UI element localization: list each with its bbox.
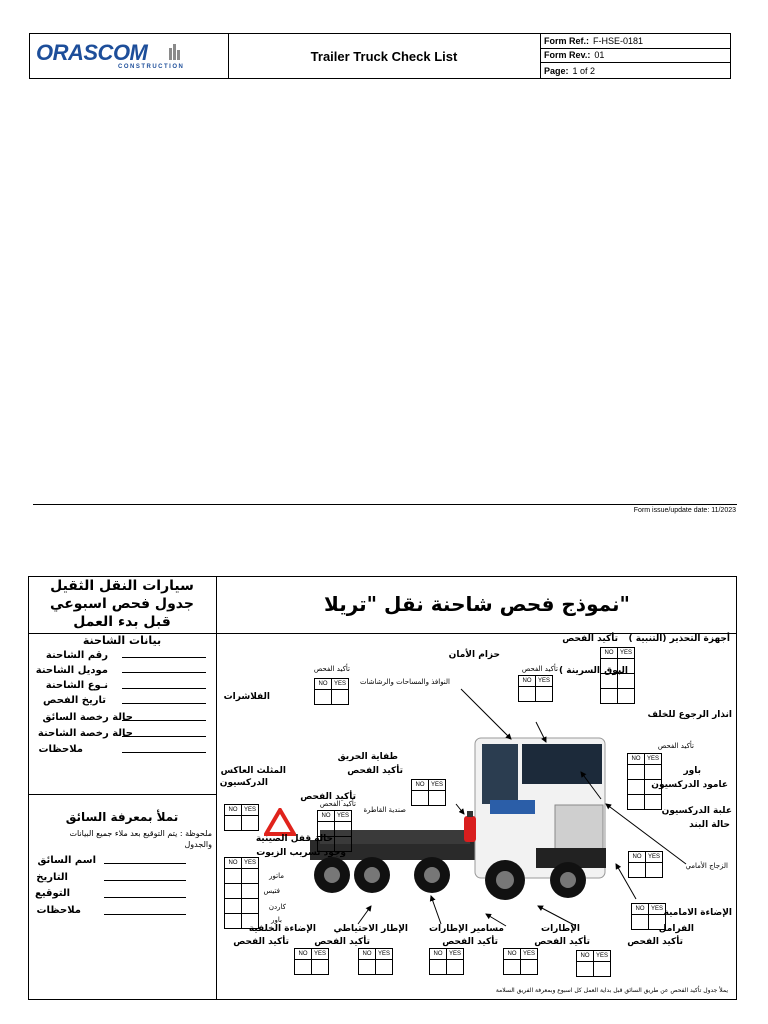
checkbox-table xyxy=(224,804,259,831)
no-cell[interactable] xyxy=(225,899,242,914)
label-rear-lights: الإضاءة الخلفية xyxy=(248,924,316,934)
no-cell[interactable] xyxy=(412,791,429,806)
yes-cell[interactable] xyxy=(242,869,259,884)
driver-field: التاريخ xyxy=(36,872,68,883)
form-ref-value: F-HSE-0181 xyxy=(593,35,644,46)
no-cell[interactable] xyxy=(601,674,618,689)
yes-header: YES xyxy=(242,805,259,816)
label-tire-bolts: مسامير الإطارات xyxy=(428,924,504,934)
no-header: NO xyxy=(430,949,447,960)
label-check-confirm: تأكيد الفحص xyxy=(627,937,683,947)
label-front-lights: الإضاءة الامامية xyxy=(663,908,732,918)
label-trailer-tray: صندية القاطرة xyxy=(363,806,406,814)
footer-divider xyxy=(33,504,737,505)
no-header: NO xyxy=(295,949,312,960)
yes-header: YES xyxy=(645,754,662,765)
checkbox-table xyxy=(294,948,329,975)
label-check-small: تأكيد الفحص xyxy=(657,742,694,750)
yes-header: YES xyxy=(447,949,464,960)
no-header: NO xyxy=(504,949,521,960)
label-check-small: تأكيد الفحص xyxy=(521,665,558,673)
footer-issue-date: Form issue/update date: 11/2023 xyxy=(633,507,736,514)
checkbox-table xyxy=(411,779,446,806)
no-header: NO xyxy=(318,811,335,822)
no-cell[interactable] xyxy=(225,884,242,899)
label-flashers: الفلاشرات xyxy=(223,692,270,702)
form-title: Trailer Truck Check List xyxy=(228,34,541,78)
label-check-confirm: تأكيد الفحص xyxy=(562,634,618,644)
company-logo-sub: CONSTRUCTION xyxy=(118,64,185,70)
checkbox-table xyxy=(627,753,662,810)
yes-cell[interactable] xyxy=(649,915,666,930)
no-cell[interactable] xyxy=(628,795,645,810)
label-warning-devices: أجهزة التحذير (التنبية ) xyxy=(628,634,730,644)
label-horn: البوق xyxy=(604,666,628,676)
no-cell[interactable] xyxy=(315,690,332,705)
yes-header: YES xyxy=(536,676,553,687)
page-label: Page: xyxy=(544,65,569,76)
yes-cell[interactable] xyxy=(242,884,259,899)
yes-header: YES xyxy=(649,904,666,915)
no-cell[interactable] xyxy=(225,869,242,884)
checkbox-table xyxy=(576,950,611,977)
driver-field-line[interactable] xyxy=(104,897,186,898)
page-value: 1 of 2 xyxy=(572,65,596,76)
checkbox-table xyxy=(518,675,553,702)
label-draxon-box: علبة الدركسيون xyxy=(661,806,732,816)
label-fire-extinguisher: طفاية الحريق xyxy=(337,752,398,762)
yes-cell[interactable] xyxy=(242,816,259,831)
yes-cell[interactable] xyxy=(242,899,259,914)
no-header: NO xyxy=(519,676,536,687)
driver-field: اسم السائق xyxy=(37,855,96,866)
truck-field: حالة رخصة الشاحنة xyxy=(37,728,133,739)
form-meta xyxy=(540,34,730,78)
checkbox-table xyxy=(317,810,352,852)
no-header: NO xyxy=(359,949,376,960)
yes-cell[interactable] xyxy=(646,863,663,878)
checkbox-table xyxy=(503,948,538,975)
no-cell[interactable] xyxy=(430,960,447,975)
label-spare-tire: الإطار الاحتياطي xyxy=(333,924,408,934)
no-header: NO xyxy=(412,780,429,791)
label-windows: النوافذ والمساحات والرشاشات xyxy=(359,678,450,686)
driver-field-line[interactable] xyxy=(104,880,186,881)
yes-cell[interactable] xyxy=(645,780,662,795)
page-row xyxy=(540,63,730,78)
form-ref-row xyxy=(540,34,730,49)
label-check-confirm: تأكيد الفحص xyxy=(314,937,370,947)
no-cell[interactable] xyxy=(629,863,646,878)
no-cell[interactable] xyxy=(628,765,645,780)
no-header: NO xyxy=(629,852,646,863)
driver-field-line[interactable] xyxy=(104,863,186,864)
yes-cell[interactable] xyxy=(618,659,635,674)
driver-title: تملأ بمعرفة السائق xyxy=(65,810,179,824)
truck-field: رقم الشاحنة xyxy=(45,650,108,661)
label-check-confirm: تأكيد الفحص xyxy=(233,937,289,947)
truck-field-line[interactable] xyxy=(122,688,206,689)
truck-data-title: بيانات الشاحنة xyxy=(82,634,162,647)
no-cell[interactable] xyxy=(359,960,376,975)
yes-cell[interactable] xyxy=(594,962,611,977)
label-power: باور xyxy=(683,766,701,776)
no-cell[interactable] xyxy=(628,780,645,795)
yes-header: YES xyxy=(646,852,663,863)
driver-field: ملاحظات xyxy=(36,905,81,916)
label-brakes: الفرامل xyxy=(658,924,694,934)
logo-cell xyxy=(30,34,229,78)
no-cell[interactable] xyxy=(225,816,242,831)
no-cell[interactable] xyxy=(601,689,618,704)
no-cell[interactable] xyxy=(577,962,594,977)
no-header: NO xyxy=(632,904,649,915)
checkbox-table xyxy=(631,903,666,930)
no-header: NO xyxy=(628,754,645,765)
yes-cell[interactable] xyxy=(618,689,635,704)
no-cell[interactable] xyxy=(318,822,335,837)
yes-header: YES xyxy=(429,780,446,791)
yes-cell[interactable] xyxy=(447,960,464,975)
yes-cell[interactable] xyxy=(618,674,635,689)
label-check-confirm: تأكيد الفحص xyxy=(442,937,498,947)
no-cell[interactable] xyxy=(225,914,242,929)
no-cell[interactable] xyxy=(318,837,335,852)
truck-field-line[interactable] xyxy=(122,752,206,753)
left-title xyxy=(28,577,216,631)
form-rev-row xyxy=(540,49,730,64)
label-check-small: تأكيد الفحص xyxy=(319,800,356,808)
truck-field: موديل الشاحنة xyxy=(35,665,108,676)
no-cell[interactable] xyxy=(504,960,521,975)
label-siren: السرينة ) xyxy=(559,666,600,676)
label-seat-belt: حزام الأمان xyxy=(448,650,500,660)
label-power-b: باور xyxy=(271,916,282,924)
label-check-confirm: تأكيد الفحص xyxy=(534,937,590,947)
yes-cell[interactable] xyxy=(335,837,352,852)
truck-field-line[interactable] xyxy=(122,657,206,658)
label-check-confirm: تأكيد الفحص xyxy=(347,766,403,776)
checkbox-table xyxy=(628,851,663,878)
truck-field: تاريخ الفحص xyxy=(43,695,106,706)
form-rev-value: 01 xyxy=(594,50,605,61)
no-header: NO xyxy=(315,679,332,690)
checkbox-table xyxy=(358,948,393,975)
no-header: NO xyxy=(577,951,594,962)
label-check-small: تأكيد الفحص xyxy=(313,665,350,673)
left-title-line: جدول فحص اسبوعي xyxy=(50,596,194,612)
label-brake-lock: حالة قفل الصينية xyxy=(255,834,333,844)
yes-cell[interactable] xyxy=(376,960,393,975)
label-reflective-triangle: المثلث العاكس xyxy=(220,766,286,776)
yes-header: YES xyxy=(618,648,635,659)
logo-mark-icon xyxy=(168,42,182,60)
checkbox-table xyxy=(224,857,259,929)
yes-header: YES xyxy=(521,949,538,960)
no-cell[interactable] xyxy=(519,687,536,702)
no-cell[interactable] xyxy=(295,960,312,975)
form-ref-label: Form Ref.: xyxy=(544,35,589,46)
truck-field: نـوع الشاحنة xyxy=(45,680,108,691)
checkbox-table xyxy=(314,678,349,705)
no-header: NO xyxy=(225,805,242,816)
no-header: NO xyxy=(225,858,242,869)
label-reverse-alarm: انذار الرجوع للخلف xyxy=(647,710,732,720)
label-oil-leak: وجود تسريب الزيوت xyxy=(256,848,346,858)
yes-header: YES xyxy=(335,811,352,822)
yes-cell[interactable] xyxy=(645,765,662,780)
left-title-line: قبل بدء العمل xyxy=(73,614,171,630)
truck-field-line[interactable] xyxy=(122,703,206,704)
driver-note: ملحوظة : يتم التوقيع بعد ملاء جميع البيانات والجدول xyxy=(69,829,212,849)
main-title: "نموذج فحص شاحنة نقل "تريلا xyxy=(324,592,630,616)
driver-field-line[interactable] xyxy=(104,914,186,915)
form-header xyxy=(29,33,731,79)
form-rev-label: Form Rev.: xyxy=(544,50,591,61)
form-left-divider xyxy=(28,794,216,795)
yes-cell[interactable] xyxy=(536,687,553,702)
label-draxon-column: عامود الدركسيون xyxy=(651,780,728,790)
truck-field-line[interactable] xyxy=(122,672,206,673)
yes-cell[interactable] xyxy=(521,960,538,975)
label-gearbox: فتيس xyxy=(263,887,280,895)
label-tires: الإطارات xyxy=(541,924,580,934)
yes-header: YES xyxy=(594,951,611,962)
yes-header: YES xyxy=(332,679,349,690)
driver-field: التوقيع xyxy=(35,888,70,899)
checkbox-table xyxy=(429,948,464,975)
company-logo: ORASCOM xyxy=(36,40,148,65)
no-header: NO xyxy=(601,648,618,659)
truck-field: ملاحظات xyxy=(38,744,83,755)
yes-cell[interactable] xyxy=(429,791,446,806)
yes-cell[interactable] xyxy=(332,690,349,705)
yes-header: YES xyxy=(312,949,329,960)
label-check-confirm: تأكيد الفحص xyxy=(300,792,356,802)
yes-header: YES xyxy=(242,858,259,869)
bottom-note: يملأ جدول تأكيد الفحص عن طريق السائق قبل بداية العمل كل اسبوع وبمعرفة الفريق السلامة xyxy=(495,987,728,994)
label-draxon: الدركسيون xyxy=(219,778,268,788)
yes-cell[interactable] xyxy=(312,960,329,975)
yes-cell[interactable] xyxy=(335,822,352,837)
yes-cell[interactable] xyxy=(645,795,662,810)
left-title-line: سيارات النقل الثقيل xyxy=(50,578,194,594)
label-kardan: كاردن xyxy=(268,903,286,911)
yes-header: YES xyxy=(376,949,393,960)
label-motor: ماتور xyxy=(269,872,284,880)
no-cell[interactable] xyxy=(601,659,618,674)
label-band-state: حالة البند xyxy=(689,820,730,830)
label-windshield: الزجاج الأمامي xyxy=(685,862,728,870)
truck-field-line[interactable] xyxy=(122,720,206,721)
checkbox-table xyxy=(600,647,635,704)
truck-field-line[interactable] xyxy=(122,736,206,737)
no-cell[interactable] xyxy=(632,915,649,930)
yes-cell[interactable] xyxy=(242,914,259,929)
truck-field: حالة رخصة السائق xyxy=(42,712,133,723)
